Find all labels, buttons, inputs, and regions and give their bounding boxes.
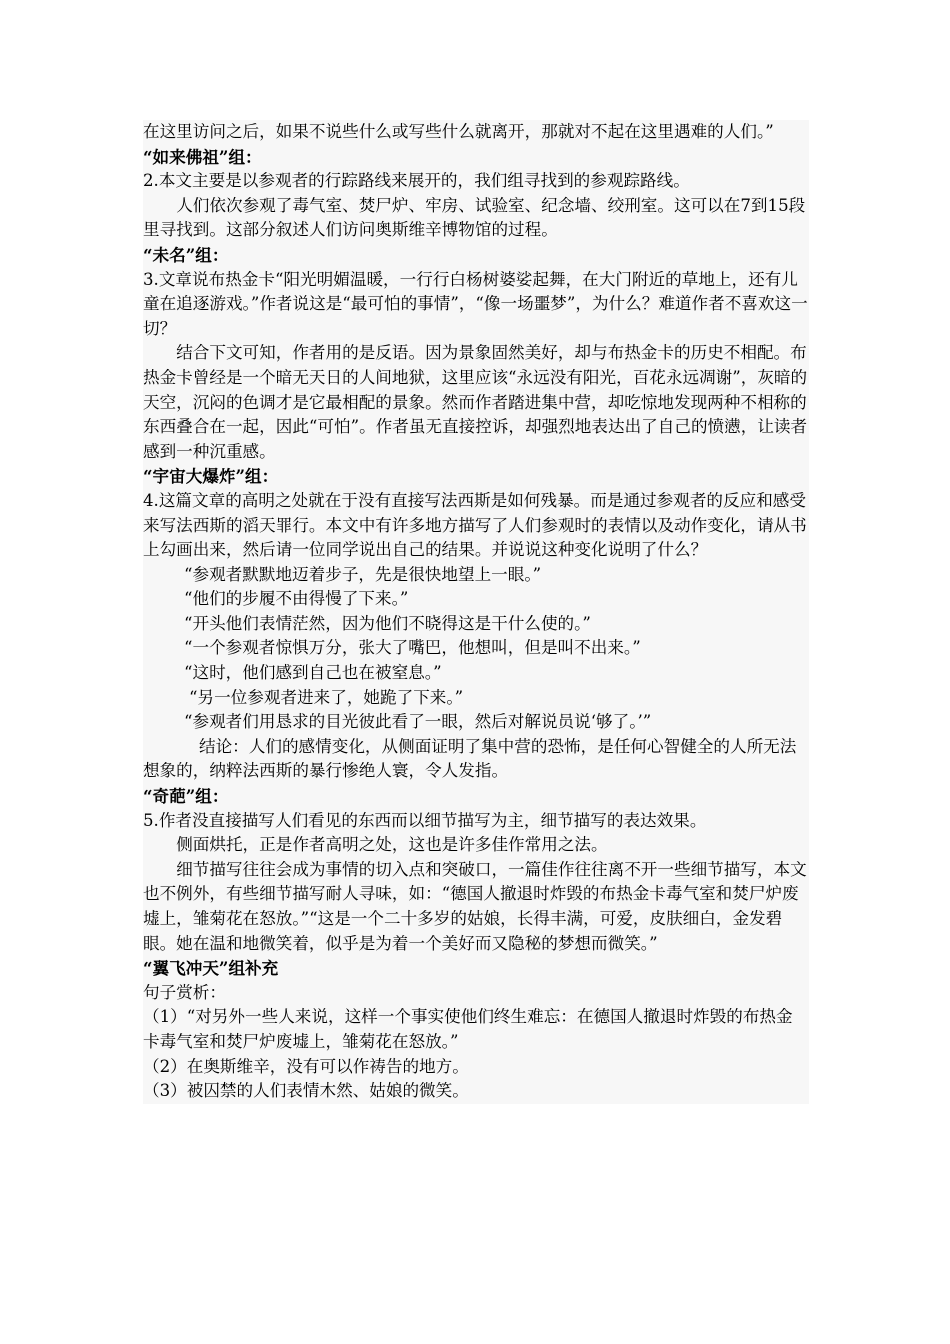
answer-3: 结合下文可知，作者用的是反语。因为景象固然美好，却与布热金卡的历史不相配。布热金卡曾经是一个暗无天日的人间地狱，这里应该“永远没有阳光，百花永远凋谢”，灰暗的天空，沉闷的色调才是它最相配的景象。然而作者踏进集中营，却吃惊地发现两种不相称的东西叠合在一起，因此“可怕”。作者虽无直接控诉，却强烈地表达出了自己的愤懑，让读者感到一种沉重感。: [143, 343, 808, 461]
quote-line: “另一位参观者进来了，她跪了下来。”: [189, 687, 464, 707]
group-heading-rulai: “如来佛祖”组：: [143, 146, 262, 167]
question-5: 5.作者没直接描写人们看见的东西而以细节描写为主，细节描写的表达效果。: [143, 810, 707, 830]
sentence-3: （3）被囚禁的人们表情木然、姑娘的微笑。: [143, 1081, 469, 1101]
group-heading-yifei: “翼飞冲天”组补充: [143, 958, 279, 979]
question-4: 4.这篇文章的高明之处就在于没有直接写法西斯是如何残暴。而是通过参观者的反应和感受来写法西斯的滔天罪行。本文中有许多地方描写了人们参观时的表情以及动作变化，请从书上勾画出来，然后请一位同学说出自己的结果。并说说这种变化说明了什么？: [143, 490, 807, 560]
sentence-2: （2）在奥斯维辛，没有可以作祷告的地方。: [143, 1056, 469, 1076]
quote-line: “他们的步履不由得慢了下来。”: [184, 589, 409, 609]
answer-2: 人们依次参观了毒气室、焚尸炉、牢房、试验室、纪念墙、绞刑室。这可以在7到15段里寻找到。这部分叙述人们访问奥斯维辛博物馆的过程。: [143, 195, 806, 240]
quote-line: “开头他们表情茫然，因为他们不晓得这是干什么使的。”: [184, 613, 591, 633]
answer-5b: 细节描写往往会成为事情的切入点和突破口，一篇佳作往往离不开一些细节描写，本文也不例外，有些细节描写耐人寻味，如：“德国人撤退时炸毁的布热金卡毒气室和焚尸炉废墟上，雏菊花在怒放。”“这是一个二十多岁的姑娘，长得丰满，可爱，皮肤细白，金发碧眼。她在温和地微笑着，似乎是为着一个美好而又隐秘的梦想而微笑。”: [143, 859, 807, 953]
group-heading-weiming: “未名”组：: [143, 244, 229, 265]
sentence-1: （1）“对另外一些人来说，这样一个事实使他们终生难忘：在德国人撤退时炸毁的布热金卡毒气室和焚尸炉废墟上，雏菊花在怒放。”: [143, 1007, 793, 1051]
answer-5a: 侧面烘托，正是作者高明之处，这也是许多佳作常用之法。: [176, 835, 608, 855]
document-body: [143, 120, 809, 1104]
question-2: 2.本文主要是以参观者的行踪路线来展开的，我们组寻找到的参观踪路线。: [143, 171, 690, 191]
quote-line: “参观者默默地迈着步子，先是很快地望上一眼。”: [184, 564, 542, 584]
intro-paragraph: 在这里访问之后，如果不说些什么或写些什么就离开，那就对不起在这里遇难的人们。”: [143, 122, 774, 141]
group-heading-qipa: “奇葩”组：: [143, 786, 229, 807]
quote-line: “一个参观者惊惧万分，张大了嘴巴，他想叫，但是叫不出来。”: [184, 638, 641, 658]
group-heading-yuzhou: “宇宙大爆炸”组：: [143, 466, 279, 487]
quote-line: “参观者们用恳求的目光彼此看了一眼，然后对解说员说‘够了。’”: [184, 712, 652, 732]
quote-line: “这时，他们感到自己也在被窒息。”: [184, 663, 442, 683]
sentence-analysis-heading: 句子赏析：: [143, 982, 226, 1002]
conclusion-paragraph: 结论：人们的感情变化，从侧面证明了集中营的恐怖，是任何心智健全的人所无法想象的，纳粹法西斯的暴行惨绝人寰，令人发指。: [143, 736, 797, 781]
question-3: 3.文章说布热金卡“阳光明媚温暖，一行行白杨树婆娑起舞，在大门附近的草地上，还有儿童在追逐游戏。”作者说这是“最可怕的事情”，“像一场噩梦”，为什么？难道作者不喜欢这一切？: [143, 269, 808, 338]
